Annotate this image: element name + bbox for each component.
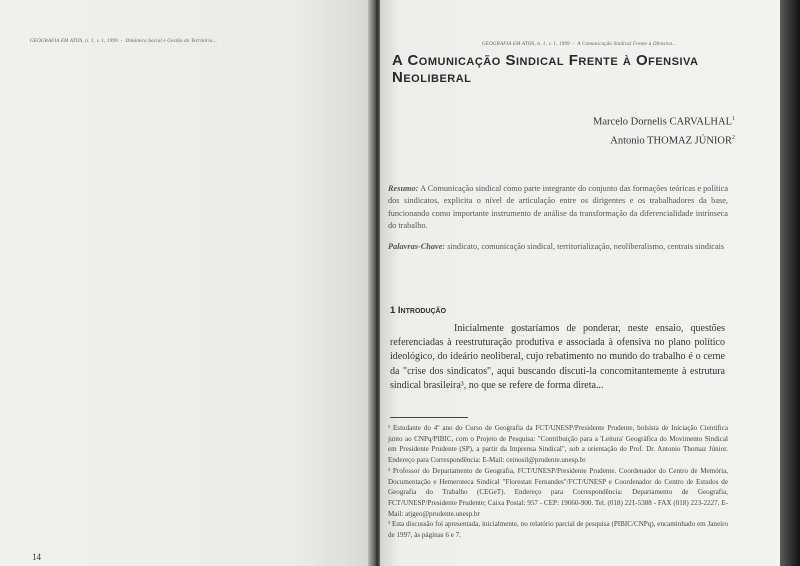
author-2-note: 2 xyxy=(732,135,735,141)
footnote-1: ¹ Estudante do 4º ano do Curso de Geografia da FCT/UNESP/Presidente Prudente, bolsista de Iniciação Científica junto ao CNPq/PIBIC, com o Projeto de Pesquisa: "Contribuição para a 'Leitura' Geográfica do Movimento Sindical em Presidente Prudente (SP), a partir da Imprensa Sindical", sob a orientação do Prof. Dr. Antonio Thomaz Júnior. Endereço para Correspondência: E-Mail: ceinosil@prudente.unesp.br xyxy=(388,424,728,465)
article-title-line1: A Comunicação Sindical Frente à Ofensiva xyxy=(392,52,699,69)
footnote-3: ³ Esta discussão foi apresentada, inicialmente, no relatório parcial de pesquisa (PIBIC/CNPq), encaminhado em Janeiro de 1997, às páginas 6 e 7. xyxy=(388,520,728,540)
abstract-label: Resumo: xyxy=(388,184,419,193)
scan-dark-edge xyxy=(780,0,800,566)
author-1-name: Marcelo Dornelis CARVALHAL xyxy=(593,116,732,128)
body-paragraph xyxy=(390,322,725,393)
keywords-label: Palavras-Chave: xyxy=(388,242,446,251)
article-title xyxy=(392,52,722,86)
keywords xyxy=(388,241,728,253)
left-running-sep: - xyxy=(120,39,123,44)
keywords-text: sindicato, comunicação sindical, territorialização, neoliberalismo, centrais sindicais xyxy=(447,242,725,251)
footnote-2: ² Professor do Departamento de Geografia, FCT/UNESP/Presidente Prudente. Coordenador do Centro de Memória, Documentação e Hemeroteca Sindical "Florestan Fernandes"/FCT/UNESP e Coordenador do Centro de Estudos de Geografia do Trabalho (CEGeT). Endereço para Correspondência: Departamento de Geografia, FCT/UNESP/Presidente Prudente; Caixa Postal: 957 - CEP: 19060-900. Tel. (018) 221-5388 - FAX (018) 223-2227. E-Mail: atjgeo@prudente.unesp.br xyxy=(388,466,728,518)
right-running-head xyxy=(482,42,677,47)
footnote-rule xyxy=(390,417,468,418)
abstract-text: A Comunicação sindical como parte integrante do conjunto das formações teóricas e política dos sindicatos, explicita o nível de articulação entre os dirigentes e os trabalhadores da base, funcionando como importante instrumento de análise da transformação da diferencialidade intrínseca do trabalho. xyxy=(388,184,728,231)
author-1-note: 1 xyxy=(732,116,735,122)
right-running-title: A Comunicação Sindical Frente à Ofensiva... xyxy=(577,42,677,47)
right-page xyxy=(380,0,780,566)
author-1 xyxy=(593,116,735,128)
footnotes xyxy=(388,423,728,541)
page-number: 14 xyxy=(32,552,41,562)
left-running-title: Dinâmica Social e Gestão do Território... xyxy=(125,39,217,44)
author-2 xyxy=(610,135,735,147)
author-2-name: Antonio THOMAZ JÚNIOR xyxy=(610,135,732,147)
abstract xyxy=(388,183,728,233)
right-running-sep: - xyxy=(572,42,575,47)
article-title-line2: Neoliberal xyxy=(392,69,472,86)
body-paragraph-text: Inicialmente gostaríamos de ponderar, neste ensaio, questões referenciadas à reestruturação produtiva e associada à ofensiva no plano político ideológico, do ideário neoliberal, cujo rebatimento no mundo do trabalho é o cerne da "crise dos sindicatos", aqui buscando discuti-la concomitantemente à estrutura sindical brasileira³, no que se refere de forma direta... xyxy=(390,323,725,391)
right-running-journal: GEOGRAFIA EM ATOS, n. 1, v. 1, 1999 xyxy=(482,42,570,47)
left-running-head xyxy=(30,39,217,44)
section-heading: 1 Introdução xyxy=(390,305,447,316)
left-page xyxy=(0,0,374,566)
left-running-journal: GEOGRAFIA EM ATOS, n. 1, v. 1, 1999 xyxy=(30,39,118,44)
